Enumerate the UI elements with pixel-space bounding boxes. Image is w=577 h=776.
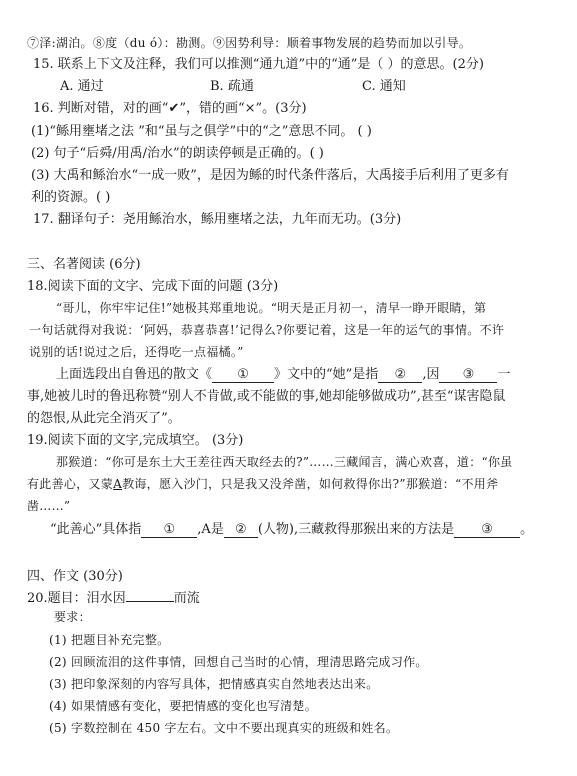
requirement-4: (4) 如果情感有变化，要把情感的变化也写清楚。 <box>49 699 318 713</box>
section-4-title: 四、作文 (30分) <box>27 569 123 584</box>
q18-fill-text-d: ,因 <box>422 367 440 382</box>
q18-fill-text-a: 上面选段出自鲁迅的散文《 <box>56 367 213 382</box>
q19-quote-text-a: 有此善心，又蒙 <box>27 477 114 491</box>
q16-item-3-line-2: 利的资源。( ) <box>31 190 111 205</box>
question-16-stem: 16. 判断对错，对的画“✔”，错的画“×”。(3分) <box>33 101 307 116</box>
q18-fill-line-3: 的怨恨,从此完全消灭了”。 <box>27 411 181 426</box>
requirements-title: 要求： <box>54 610 91 624</box>
question-18-stem: 18.阅读下面的文字、完成下面的问题 (3分) <box>27 279 279 294</box>
q19-quote-line-1: 那猴道：“你可是东土大王差往西天取经去的?”……三藏闻言，满心欢喜，道：“你虽 <box>56 455 513 469</box>
question-19-stem: 19.阅读下面的文字,完成填空。 (3分) <box>27 433 244 448</box>
requirement-5: (5) 字数控制在 450 字左右。文中不要出现真实的班级和姓名。 <box>49 721 399 735</box>
q19-quote-line-3: 凿……” <box>27 499 71 513</box>
q18-fill-line-1 <box>56 368 510 383</box>
q19-fill-line <box>50 523 533 538</box>
q20-title-text-a: 20.题目：泪水因 <box>27 591 126 606</box>
requirement-3: (3) 把印象深刻的内容写具体，把情感真实自然地表达出来。 <box>49 677 379 691</box>
q19-quote-line-2 <box>27 478 498 490</box>
q18-fill-text-c: 》文中的“她”是指 <box>274 367 379 382</box>
q16-item-1: (1)“鲧用壅堵之法 ”和“虽与之俱学”中的“之”意思不同。 ( ) <box>31 124 372 139</box>
q19-fill-text-e: 。 <box>520 522 534 537</box>
q18-quote-line-2: 一句话就得对我说：‘阿妈，恭喜恭喜!’记得么?你要记着，这是一年的运气的事情。不许 <box>29 323 505 337</box>
q19-fill-text-c: ,A是 <box>197 522 224 537</box>
q18-fill-text-e: 一 <box>497 367 511 382</box>
question-15-stem: 15. 联系上下文及注释，我们可以推测“通九道”中的“通”是（ ）的意思。(2分) <box>33 57 484 72</box>
q18-quote-line-3: 说别的话!说过之后，还得吃一点福橘。” <box>29 345 244 359</box>
q16-item-3-line-1: (3) 大禹和鲧治水“一成一败”，是因为鲧的时代条件落后，大禹接手后利用了更多有 <box>31 168 509 183</box>
q18-blank-1[interactable]: ① <box>212 368 274 383</box>
q19-blank-3[interactable]: ③ <box>454 523 520 538</box>
footnote-line: ⑦泽:湖泊。⑧度（du ó）：勘测。⑨因势利导：顺着事物发展的趋势而加以引导。 <box>27 36 472 50</box>
q18-quote-line-1: “哥儿，你牢牢记住!”她极其郑重地说。“明天是正月初一，清早一睁开眼睛，第 <box>56 301 487 315</box>
q16-item-2: (2) 句子“后舜/用禹/治水”的朗读停顿是正确的。( ) <box>31 146 324 161</box>
question-17: 17. 翻译句子：尧用鲧治水，鲧用壅堵之法，九年而无功。(3分) <box>33 212 402 227</box>
q15-option-a: A. 通过 <box>60 79 104 94</box>
q19-blank-2[interactable]: ② <box>224 523 258 538</box>
q20-title-blank[interactable] <box>126 601 174 602</box>
requirement-2: (2) 回顾流泪的这件事情，回想自己当时的心情，理清思路完成习作。 <box>49 655 428 669</box>
section-3-title: 三、名著阅读 (6分) <box>27 257 141 272</box>
q19-quote-text-b: 教诲，愿入沙门，只是我又没斧凿，如何救得你出?”那猴道：“不用斧 <box>122 477 499 491</box>
q19-fill-text-d: (人物),三藏救得那猴出来的方法是 <box>257 522 455 537</box>
q18-blank-2[interactable]: ② <box>378 368 422 383</box>
q19-blank-1[interactable]: ① <box>141 523 197 538</box>
q15-option-c: C. 通知 <box>362 79 406 94</box>
q18-blank-3[interactable]: ③ <box>439 368 497 383</box>
q20-title-text-b: 而流 <box>173 591 200 606</box>
question-20-title <box>27 592 200 605</box>
requirement-1: (1) 把题目补充完整。 <box>49 633 170 647</box>
q19-quote-marker-a: A <box>113 477 123 491</box>
q15-option-b: B. 疏通 <box>210 79 254 94</box>
q18-fill-line-2: 事,她被儿时的鲁迅称赞“别人不肯做,或不能做的事,她却能够做成功”,甚至“谋害隐鼠 <box>27 389 506 404</box>
q19-fill-text-a: “此善心”具体指 <box>50 522 142 537</box>
